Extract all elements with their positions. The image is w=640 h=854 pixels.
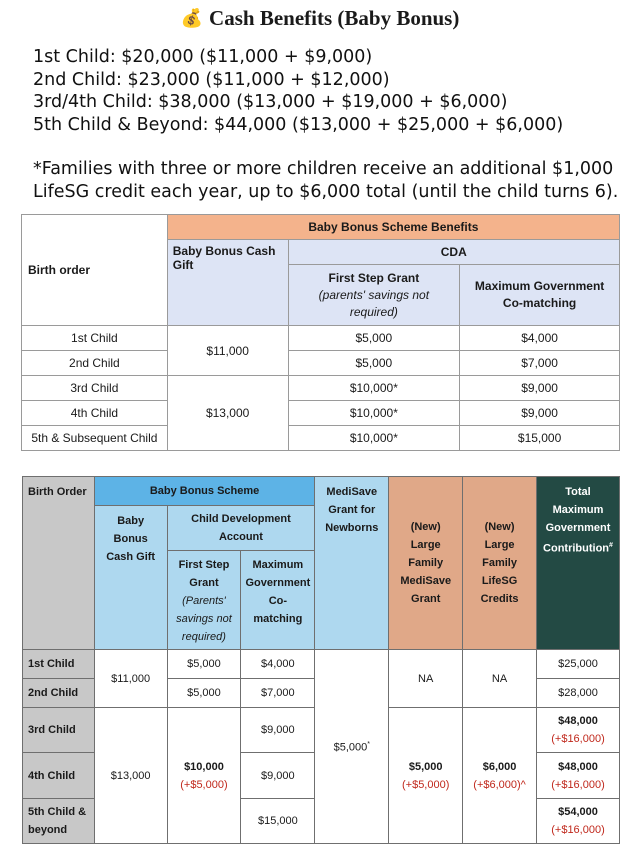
birth-order-cell: 4th Child xyxy=(22,401,168,426)
co-matching-cell: $7,000 xyxy=(241,679,315,708)
total-label: Total Maximum Government Contribution xyxy=(543,486,611,555)
co-matching-cell: $4,000 xyxy=(460,326,620,351)
birth-order-cell: 5th Child & beyond xyxy=(23,799,95,844)
co-matching-cell: $9,000 xyxy=(460,376,620,401)
government-contribution-table xyxy=(22,476,620,844)
summary-line: 3rd/4th Child: $38,000 ($13,000 + $19,000 + $6,000) xyxy=(33,92,508,112)
medisave-mark: * xyxy=(367,741,370,749)
table-row xyxy=(22,351,620,376)
summary-line: 5th Child & Beyond: $44,000 ($13,000 + $25,000 + $6,000) xyxy=(33,114,564,135)
table-row xyxy=(22,376,620,401)
summary-line: 1st Child: $20,000 ($11,000 + $9,000) xyxy=(33,47,373,67)
co-matching-cell: $15,000 xyxy=(241,799,315,844)
header-first-step-grant xyxy=(288,265,460,326)
large-medisave-cell xyxy=(389,708,463,844)
header-baby-bonus-scheme: Baby Bonus Scheme xyxy=(94,477,315,506)
co-matching-cell: $9,000 xyxy=(241,708,315,753)
fsg-label: First Step Grant xyxy=(328,270,420,285)
total-cell xyxy=(536,799,619,844)
table-row xyxy=(23,650,620,679)
header-total-contribution xyxy=(536,477,619,650)
total-cell: $28,000 xyxy=(536,679,619,708)
title-text: Cash Benefits (Baby Bonus) xyxy=(209,6,460,30)
birth-order-cell: 3rd Child xyxy=(22,376,168,401)
birth-order-cell: 2nd Child xyxy=(23,679,95,708)
birth-order-cell: 3rd Child xyxy=(23,708,95,753)
birth-order-cell: 2nd Child xyxy=(22,351,168,376)
cash-gift-cell: $13,000 xyxy=(167,376,288,451)
header-cda: Child Development Account xyxy=(167,506,315,551)
co-matching-cell: $15,000 xyxy=(460,426,620,451)
large-lifesg-value: $6,000 xyxy=(482,760,517,773)
total-mark: # xyxy=(609,542,613,549)
fsg-sub-label: (Parents' savings not required) xyxy=(176,595,232,643)
header-medisave-grant: MediSave Grant for Newborns xyxy=(315,477,389,650)
co-matching-cell: $9,000 xyxy=(460,401,620,426)
large-medisave-extra: (+$5,000) xyxy=(401,778,450,791)
header-scheme-benefits: Baby Bonus Scheme Benefits xyxy=(167,215,619,240)
total-extra: (+$16,000) xyxy=(551,733,605,745)
footnote: *Families with three or more children receive an additional $1,000 LifeSG credit each year, up to $6,000 total (until the child turns 6). xyxy=(33,159,619,202)
large-lifesg-cell: NA xyxy=(463,650,537,708)
fsg-label: First Step Grant xyxy=(178,559,230,589)
medisave-value: $5,000 xyxy=(333,741,368,754)
header-max-co-matching: Maximum Government Co-matching xyxy=(241,551,315,650)
co-matching-cell: $9,000 xyxy=(241,753,315,799)
fsg-cell: $5,000 xyxy=(288,351,460,376)
cash-gift-cell: $11,000 xyxy=(94,650,167,708)
fsg-value: $10,000 xyxy=(184,760,224,773)
header-birth-order: Birth order xyxy=(22,215,168,326)
summary-line: 2nd Child: $23,000 ($11,000 + $12,000) xyxy=(33,69,390,90)
total-cell xyxy=(536,708,619,753)
medisave-cell xyxy=(315,650,389,844)
fsg-cell: $10,000* xyxy=(288,401,460,426)
money-bag-icon: 💰 xyxy=(180,8,204,28)
header-first-step-grant xyxy=(167,551,241,650)
large-lifesg-extra: (+$6,000)^ xyxy=(473,778,526,791)
co-matching-cell: $4,000 xyxy=(241,650,315,679)
total-cell: $25,000 xyxy=(536,650,619,679)
table-row xyxy=(22,326,620,351)
total-value: $54,000 xyxy=(558,806,598,818)
total-cell xyxy=(536,753,619,799)
large-medisave-value: $5,000 xyxy=(408,760,443,773)
large-medisave-cell: NA xyxy=(389,650,463,708)
fsg-sub-label: (parents' savings not required) xyxy=(318,287,430,319)
fsg-extra: (+$5,000) xyxy=(180,778,228,791)
cash-gift-cell: $13,000 xyxy=(94,708,167,844)
header-cda: CDA xyxy=(288,240,619,265)
fsg-cell: $10,000* xyxy=(288,376,460,401)
large-lifesg-cell xyxy=(463,708,537,844)
cash-gift-cell: $11,000 xyxy=(167,326,288,376)
total-extra: (+$16,000) xyxy=(551,824,605,836)
birth-order-cell: 1st Child xyxy=(22,326,168,351)
total-value: $48,000 xyxy=(558,760,598,773)
header-max-co-matching: Maximum Government Co-matching xyxy=(460,265,620,326)
page-title xyxy=(0,6,640,31)
total-value: $48,000 xyxy=(558,715,598,727)
header-cash-gift: Baby Bonus Cash Gift xyxy=(167,240,288,326)
fsg-cell: $5,000 xyxy=(167,679,241,708)
birth-order-cell: 1st Child xyxy=(23,650,95,679)
fsg-cell: $5,000 xyxy=(288,326,460,351)
birth-order-cell: 4th Child xyxy=(23,753,95,799)
header-large-family-lifesg: (New) Large Family LifeSG Credits xyxy=(463,477,537,650)
benefit-summary xyxy=(33,46,563,136)
fsg-cell: $10,000* xyxy=(288,426,460,451)
table-row xyxy=(22,426,620,451)
table-row xyxy=(22,401,620,426)
co-matching-cell: $7,000 xyxy=(460,351,620,376)
header-large-family-medisave: (New) Large Family MediSave Grant xyxy=(389,477,463,650)
fsg-cell: $5,000 xyxy=(167,650,241,679)
total-extra: (+$16,000) xyxy=(551,778,605,791)
fsg-cell xyxy=(167,708,241,844)
header-birth-order: Birth Order xyxy=(23,477,95,650)
baby-bonus-benefits-table xyxy=(21,214,620,451)
header-cash-gift: Baby Bonus Cash Gift xyxy=(94,506,167,650)
birth-order-cell: 5th & Subsequent Child xyxy=(22,426,168,451)
